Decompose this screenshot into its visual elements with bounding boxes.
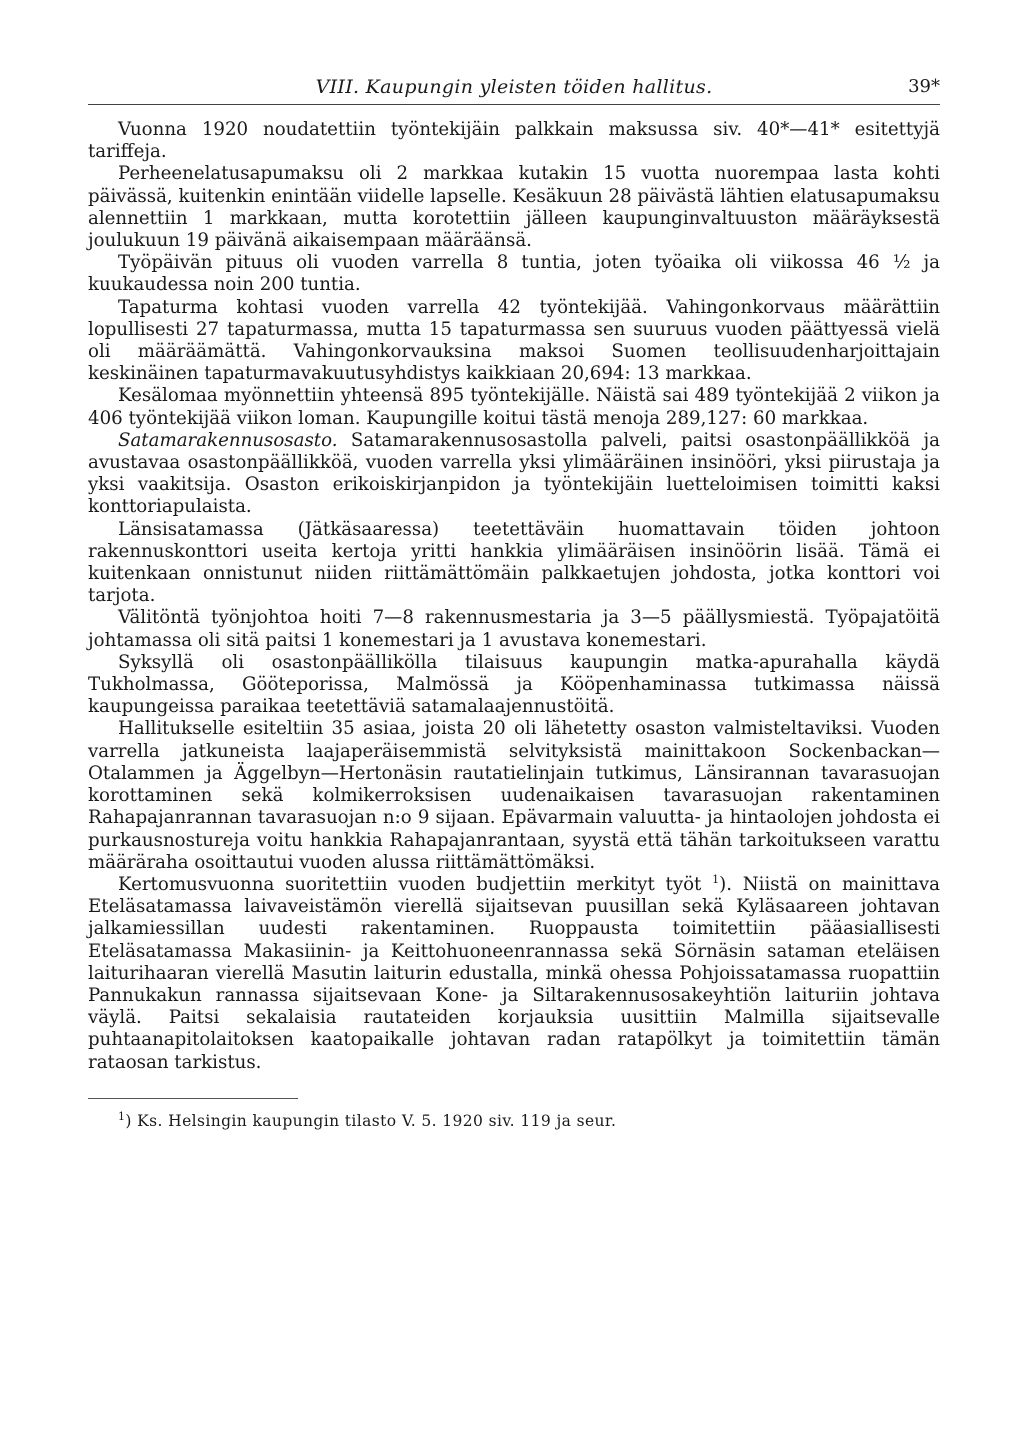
paragraph: Tapaturma kohtasi vuoden varrella 42 työntekijää. Vahingonkorvaus määrättiin lopullisesti 27 tapaturmassa, mutta 15 tapaturmassa sen suuruus vuoden päättyessä vielä oli määräämättä. Vahingonkorvauksina maksoi Suomen teollisuudenharjoittajain keskinäinen tapaturmavakuutusyhdistys kaikkiaan 20,694: 13 markkaa. xyxy=(88,296,940,385)
section-heading: Satamarakennusosasto. xyxy=(118,429,338,451)
paragraph-with-note xyxy=(88,874,940,1074)
paragraph: Länsisatamassa (Jätkäsaaressa) teetettäväin huomattavain töiden johtoon rakennuskonttori useita kertoja yritti hankkia ylimääräisen insinöörin lisää. Tämä ei kuitenkaan onnistunut niiden riittämättömäin palkkaetujen johdosta, jotka konttori voi tarjota. xyxy=(88,518,940,607)
page-number: 39* xyxy=(908,76,940,97)
footnote-text: ) Ks. Helsingin kaupungin tilasto V. 5. 1920 siv. 119 ja seur. xyxy=(125,1111,617,1130)
paragraph: Kesälomaa myönnettiin yhteensä 895 työntekijälle. Näistä sai 489 työntekijää 2 viikon ja 406 työntekijää viikon loman. Kaupungille koitui tästä menoja 289,127: 60 markkaa. xyxy=(88,385,940,429)
header-rule xyxy=(88,104,940,105)
running-head xyxy=(88,70,940,104)
body-text xyxy=(88,119,940,1074)
footnote-reference: 1 xyxy=(712,872,720,886)
paragraph: Syksyllä oli osastonpäällikölla tilaisuus kaupungin matka-apurahalla käydä Tukholmassa, Gööteporissa, Malmössä ja Kööpenhaminassa tutkimassa näissä kaupungeissa paraikaa teetettäviä satamalaajennustöitä. xyxy=(88,651,940,718)
footnote-rule xyxy=(88,1098,298,1099)
running-title: VIII. Kaupungin yleisten töiden hallitus. xyxy=(315,76,713,98)
paragraph: Vuonna 1920 noudatettiin työntekijäin palkkain maksussa siv. 40*—41* esitettyjä tariffeja. xyxy=(88,119,940,163)
paragraph: Välitöntä työnjohtoa hoiti 7—8 rakennusmestaria ja 3—5 päällysmiestä. Työpajatöitä johtamassa oli sitä paitsi 1 konemestari ja 1 avustava konemestari. xyxy=(88,607,940,651)
paragraph: Hallitukselle esiteltiin 35 asiaa, joista 20 oli lähetetty osaston valmisteltaviksi. Vuoden varrella jatkuneista laajaperäisemmistä selvityksistä mainittakoon Sockenbackan—Otalammen ja Äggelbyn—Hertonäsin rautatielinjain tutkimus, Länsirannan tavarasuojan korottaminen sekä kolmikerroksisen uudenaikaisen tavarasuojan rakentaminen Rahapajanrannan tavarasuojan n:o 9 sijaan. Epävarmain valuutta- ja hintaolojen johdosta ei purkausnostureja voitu hankkia Rahapajanrantaan, syystä että tähän tarkoitukseen varattu määräraha osoittautui vuoden alussa riittämättömäksi. xyxy=(88,718,940,873)
section-paragraph xyxy=(88,430,940,519)
footnote-mark: 1 xyxy=(118,1109,126,1123)
footnote xyxy=(88,1111,940,1131)
paragraph: Perheenelatusapumaksu oli 2 markkaa kutakin 15 vuotta nuorempaa lasta kohti päivässä, kuitenkin enintään viidelle lapselle. Kesäkuun 28 päivästä lähtien elatusapumaksu alennettiin 1 markkaan, mutta korotettiin jälleen kaupunginvaltuuston määräyksestä joulukuun 19 päivänä aikaisempaan määräänsä. xyxy=(88,163,940,252)
paragraph-text: ). Niistä on mainittava Eteläsatamassa laivaveistämön vierellä sijaitsevan puusillan sekä Kyläsaareen johtavan jalkamiessillan uudesti rakentaminen. Ruoppausta toimitettiin pääasiallisesti Eteläsatamassa Makasiinin- ja Keittohuoneenrannassa sekä Sörnäsin sataman eteläisen laiturihaaran vierellä Masutin laiturin edustalla, minkä ohessa Pohjoissatamassa ruopattiin Pannukakun rannassa sijaitsevaan Kone- ja Siltarakennusosakeyhtiön laituriin johtava väylä. Paitsi sekalaisia rautateiden korjauksia uusittiin Malmilla sijaitsevalle puhtaanapitolaitoksen kaatopaikalle johtavan radan ratapölkyt ja toimitettiin tämän rataosan tarkistus. xyxy=(88,873,940,1073)
paragraph: Työpäivän pituus oli vuoden varrella 8 tuntia, joten työaika oli viikossa 46 ½ ja kuukaudessa noin 200 tuntia. xyxy=(88,252,940,296)
section-intro: Satamarakennusosastolla palveli, paitsi osastonpäällikköä ja avustavaa osastonpäällikköä, vuoden varrella yksi ylimääräinen insinööri, yksi piirustaja ja yksi vaakitsija. Osaston erikoiskirjanpidon ja työntekijäin luetteloimisen toimitti kaksi konttoriapulaista. xyxy=(88,429,940,518)
page xyxy=(88,70,940,1131)
paragraph-text: Kertomusvuonna suoritettiin vuoden budjettiin merkityt työt xyxy=(118,873,702,895)
